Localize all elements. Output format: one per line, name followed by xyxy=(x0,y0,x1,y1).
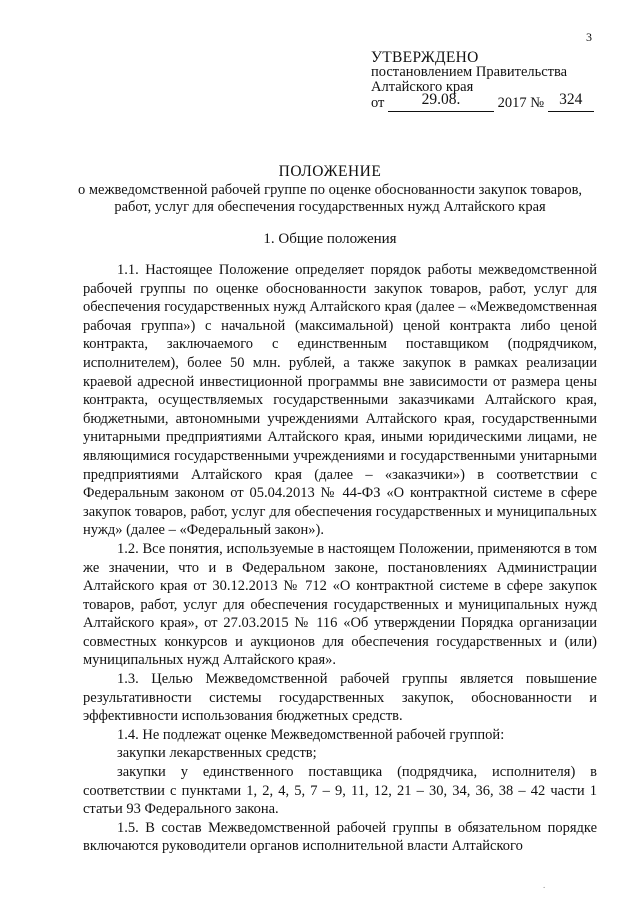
page-number: 3 xyxy=(586,30,592,44)
handwritten-number: 324 xyxy=(559,91,583,108)
paragraph-1-5: 1.5. В состав Межведомственной рабочей группы в обязательном порядке включаются руководители органов исполнительной власти Алтайского xyxy=(83,819,597,855)
date-blank xyxy=(388,91,494,112)
approval-title: УТВЕРЖДЕНО xyxy=(371,49,479,66)
approval-date-line xyxy=(371,91,594,112)
paragraph-1-4: 1.4. Не подлежат оценке Межведомственной рабочей группой: xyxy=(117,726,505,743)
paragraph-1-3: 1.3. Целью Межведомственной рабочей группы является повышение результативности системы государственных закупок, обоснованности и эффективности использования бюджетных средств. xyxy=(83,671,597,725)
year-text: 2017 № xyxy=(497,95,545,111)
scan-mark: . xyxy=(543,880,546,890)
approval-line-2: Алтайского края xyxy=(371,79,474,95)
approval-stamp xyxy=(371,50,594,112)
paragraph-1-1: 1.1. Настоящее Положение определяет порядок работы межведомственной рабочей группы по оценке обоснованности закупок товаров, работ, услуг для обеспечения государственных нужд Алтайского края (далее – «Межведомственная рабочая группа») с начальной (максимальной) ценой контракта либо ценой контракта, заключаемого с единственным поставщиком (подрядчиком, исполнителем), более 50 млн. рублей, а также закупок в рамках реализации краевой адресной инвестиционной программы вне зависимости от размера цены контракта, осуществляемых государственными заказчиками Алтайского края, бюджетными, автономными учреждениями Алтайского края, государственными унитарными предприятиями Алтайского края, иными юридическими лицами, не являющимися государственными учреждениями и государственными унитарными предприятиями Алтайского края (далее – «заказчики») в соответствии с Федеральным законом от 05.04.2013 № 44-ФЗ «О контрактной системе в сфере закупок товаров, работ, услуг для обеспечения государственных и муниципальных нужд» (далее – «Федеральный закон»). xyxy=(83,262,597,539)
approval-line-1: постановлением Правительства xyxy=(371,64,568,80)
paragraph-1-2: 1.2. Все понятия, используемые в настоящем Положении, применяются в том же значении, что и в Федеральном законе, постановлениях Администрации Алтайского края от 30.12.2013 № 712 «О контрактной системе в сфере закупок товаров, работ, услуг для обеспечения государственных и муниципальных нужд Алтайского края», от 27.03.2015 № 116 «Об утверждении Порядка организации совместных конкурсов и аукционов для обеспечения государственных и (или) муниципальных нужд Алтайского края». xyxy=(83,540,597,669)
date-prefix: от xyxy=(371,95,385,111)
document-subtitle: о межведомственной рабочей группе по оценке обоснованности закупок товаров, работ, услуг для обеспечения государственных нужд Алтайского края xyxy=(77,182,583,215)
section-title: 1. Общие положения xyxy=(263,231,397,247)
document-title: ПОЛОЖЕНИЕ xyxy=(278,163,382,180)
paragraph-list-item-2: закупки у единственного поставщика (подрядчика, исполнителя) в соответствии с пунктами 1, 2, 4, 5, 7 – 9, 11, 12, 21 – 30, 34, 36, 38 – 42 части 1 статьи 93 Федерального закона. xyxy=(83,764,597,818)
handwritten-date: 29.08. xyxy=(421,91,461,108)
document-body xyxy=(83,261,597,856)
number-blank xyxy=(548,91,594,112)
paragraph-list-item-1: закупки лекарственных средств; xyxy=(117,745,317,762)
